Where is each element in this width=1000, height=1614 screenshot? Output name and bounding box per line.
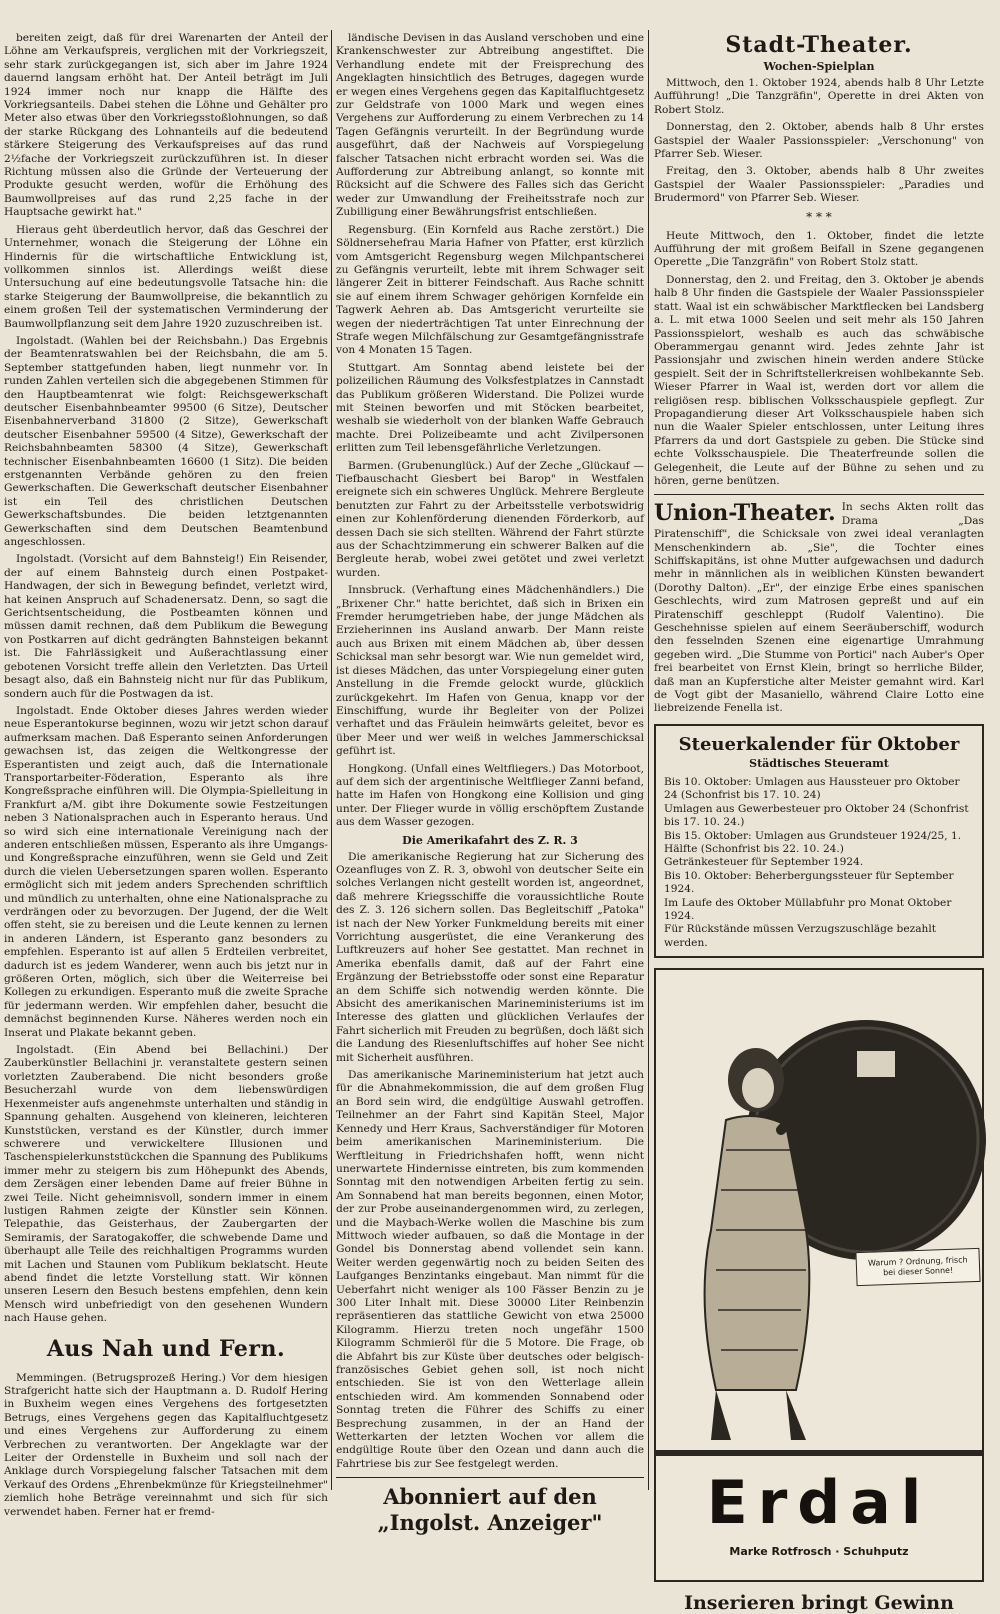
union-theater-text: In sechs Akten rollt das Drama „Das Piratenschiff", die Schicksale von zwei ideal veranlagten Menschenkindern ab. „Sie", die Tochter eines Schiffskapitäns, ist ohne Mutter aufgewachsen und dadurch mehr in männlichen als in weiblichen Künsten bewandert (Dorothy Dalton). „Er", der einzige Erbe eines spanischen Geschlechts, wird zum Matrosen gepreßt und auf ein Piratenschiff geschleppt (Rudolf Valentino). Die Geschehnisse spielen auf einem Seeräuberschiff, wodurch den fesselnden Szenen eine eigenartige Umrahmung gegeben wird. „Die Stumme von Portici" nach Auber's Oper frei bearbeitet von Ernst Klein, bringt so herrliche Bilder, daß man an Kupferstiche alter Meister gemahnt wird. Karl de Vogt gibt der Masaniello, während Claire Lotto eine liebreizende Fenella ist. bbox=[654, 501, 984, 715]
tax-entry: Getränkesteuer für September 1924. bbox=[664, 856, 864, 869]
article-paragraph: ländische Devisen in das Ausland verschoben und eine Krankenschwester zur Abtreibung angestiftet. Die Verhandlung endete mit der Freisprechung des Angeklagten hinsichtlich des Betruges, dagegen wurde er wegen eines Vergehens gegen das Kapitalfluchtgesetz zur Geldstrafe von 1000 Mark und wegen eines Vergehens zur Aufforderung zu einem Verbrechen zu 14 Tagen Gefängnis verurteilt. In der Begründung wurde ausgeführt, daß der Nachweis auf Vorspiegelung falscher Tatsachen nicht erbracht worden sei. Was die Aufforderung zur Abtreibung anlangt, so konnte mit Rücksicht auf die Schwere des Falles sich das Gericht weder zur Umwandlung der Freiheitsstrafe noch zur Zubilligung einer Bewährungsfrist entschließen. bbox=[336, 32, 644, 219]
column-rule bbox=[648, 30, 649, 1490]
erdal-advertisement bbox=[654, 968, 984, 1582]
theater-title: Stadt-Theater. bbox=[725, 32, 913, 58]
article-paragraph: Ingolstadt. (Vorsicht auf dem Bahnsteig!) Ein Reisender, der auf einem Bahnsteig durch einen Postpaket-Handwagen, der sich in Bewegung befindet, verletzt wird, hat keinen Anspruch auf Schadenersatz. Denn, so sagt die Gerichtsentscheidung, die Postbeamten können und müssen damit rechnen, daß dem Publikum die Bewegung von Postkarren auf dicht gedrängten Bahnsteigen bekannt ist. Die Fahrlässigkeit und Außerachtlassung einer gebotenen Vorsicht treffe allein den Verletzten. Das Urteil besagt also, daß ein Bahnsteig nicht nur für das Publikum, sondern auch für die Postwagen da ist. bbox=[4, 553, 328, 700]
subscription-promo bbox=[336, 1477, 644, 1536]
advertising-slogan: Inserieren bringt Gewinn bbox=[684, 1592, 954, 1614]
article-paragraph: bereiten zeigt, daß für drei Warenarten der Anteil der Löhne am Verkaufspreis, verglichen mit der Vorkriegszeit, sehr stark zurückgegangen ist, sich aber im Jahre 1924 dauernd langsam erhöht hat. Der Anteil beträgt im Juli 1924 immer noch nur knapp die Hälfte des Vorkriegsanteils. Dabei stehen die Löhne und Gehälter pro Meter also etwas über den Vorkriegsstoßlohnungen, so daß der starke Rückgang des Lohnanteils auf die bedeutend stärkere Steigerung des Verkaufspreises auf das rund 2½fache der Vorkriegszeit zurückzuführen ist. In dieser Richtung müssen also die Gründe der Verteuerung der Produkte gesucht werden, wofür die Erhöhung des Baumwollpreises auf das rund 2,25 fache in der Hauptsache gewirkt hat." bbox=[4, 32, 328, 219]
article-paragraph: Regensburg. (Ein Kornfeld aus Rache zerstört.) Die Söldnersehefrau Maria Hafner von Pfatter, erst kürzlich vom Amtsgericht Regensburg wegen Milchpantscherei zu Gefängnis verurteilt, lebte mit ihrem Schwager seit längerer Zeit in bitterer Feindschaft. Aus Rache schnitt sie auf einem ihrem Schwager gehörigen Kornfelde ein Tagwerk Aehren ab. Das Amtsgericht verurteilte sie wegen der niederträchtigen Tat unter Einrechnung der Strafe wegen Milchfälschung zur Gesamtgefängnisstrafe von 4 Monaten 15 Tagen. bbox=[336, 223, 644, 357]
article-paragraph: Die amerikanische Regierung hat zur Sicherung des Ozeanfluges von Z. R. 3, obwohl von deutscher Seite ein solches Verlangen nicht gestellt worden ist, angeordnet, daß mehrere Kriegsschiffe die voraussichtliche Route des Z. 3. 126 sichern sollen. Das Begleitschiff „Patoka" ist nach der New Yorker Funkmeldung bereits mit einer Vorrichtung ausgerüstet, die eine Verankerung des Luftkreuzers auf hoher See gestattet. Man rechnet in Amerika ebenfalls damit, daß auf der Fahrt eine Ergänzung der Betriebsstoffe oder sonst eine Reparatur an dem Schiffe sich notwendig werden könnte. Die Absicht des amerikanischen Marineministeriums ist im Interesse des glatten und glücklichen Verlaufes der Fahrt sicherlich mit Freuden zu begrüßen, doch läßt sich die Landung des Riesenluftschiffes auf hoher See nicht mit Sicherheit ausführen. bbox=[336, 850, 644, 1064]
article-paragraph: Hongkong. (Unfall eines Weltfliegers.) Das Motorboot, auf dem sich der argentinische Weltflieger Zanni befand, hatte im Hafen von Hongkong eine Kollision und ging unter. Der Flieger wurde in völlig erschöpftem Zustande aus dem Wasser gezogen. bbox=[336, 762, 644, 829]
theater-paragraph: Heute Mittwoch, den 1. Oktober, findet die letzte Aufführung der mit großem Beifall in Szene gegangenen Operette „Die Tanzgräfin" von Robert Stolz statt. bbox=[654, 229, 984, 269]
promo-line: Abonniert auf den bbox=[383, 1484, 597, 1510]
theater-subtitle: Wochen-Spielplan bbox=[763, 60, 875, 73]
tax-entry: Umlagen aus Gewerbesteuer pro Oktober 24 (Schonfrist bis 17. 10. 24.) bbox=[664, 802, 969, 829]
tax-entry: Bis 10. Oktober: Umlagen aus Haussteuer pro Oktober 24 (Schonfrist bis 17. 10. 24) bbox=[664, 775, 960, 802]
tax-entry: Bis 10. Oktober: Beherbergungssteuer für September 1924. bbox=[664, 869, 954, 896]
column-rule bbox=[331, 30, 332, 1490]
advertisement-illustration bbox=[656, 970, 982, 1470]
article-paragraph: Ingolstadt. Ende Oktober dieses Jahres werden wieder neue Esperantokurse beginnen, wozu wir jetzt schon darauf aufmerksam machen. Daß Esperanto seinen Anforderungen gewachsen ist, das zeigen die Weltkongresse der Esperantisten und zeigt auch, daß die Internationale Transportarbeiter-Föderation, Esperanto als ihre Kongreßsprache einführen will. Die Olympia-Spielleitung in Frankfurt a/M. gibt ihre Dokumente sowie Festzeitungen neben 3 Nationalsprachen auch in Esperanto heraus. Und so wird sich eine internationale Vereinigung nach der anderen entschließen müssen, Esperanto als ihre Umgangs- und Kongreßsprache einzuführen, wenn sie Geld und Zeit durch die vielen Uebersetzungen sparen wollen. Esperanto ermöglicht sich mit jedem anders Sprechenden schriftlich und mündlich zu unterhalten, ohne eine Nationalsprache zu verdrängen oder zu bevorzugen. Der Jugend, der die Welt offen steht, sie zu bereisen und die Leute kennen zu lernen in anderen Ländern, ist Esperanto ganz besonders zu empfehlen. Esperanto ist auf allen 5 Erdteilen verbreitet, dadurch ist es jedem Wanderer, wenn auch bis jetzt nur in größeren Orten, möglich, sich über die Weiterreise bei Kollegen zu erkundigen. Esperanto muß die zweite Sprache für jedermann werden. Wir empfehlen daher, besucht die demnächst beginnenden Kurse. Näheres werden noch ein Inserat und Plakate bekannt geben. bbox=[4, 704, 328, 1039]
tax-calendar-box bbox=[654, 724, 984, 958]
column-right bbox=[654, 32, 984, 1614]
article-subheading: Die Amerikafahrt des Z. R. 3 bbox=[402, 833, 578, 847]
theater-paragraph: Mittwoch, den 1. Oktober 1924, abends halb 8 Uhr Letzte Aufführung! „Die Tanzgräfin", Operette in drei Akten von Robert Stolz. bbox=[654, 77, 984, 116]
tax-entry: Im Laufe des Oktober Müllabfuhr pro Monat Oktober 1924. bbox=[664, 896, 952, 922]
erdal-logo: Erdal bbox=[706, 1468, 932, 1539]
article-paragraph: Hieraus geht überdeutlich hervor, daß das Geschrei der Unternehmer, wonach die Steigerung der Löhne ein Hindernis für die wirtschaftliche Entwicklung ist, vollkommen sinnlos ist. Allerdings weißt diese Untersuchung auf eine bedeutungsvolle Tatsache hin: die starke Steigerung der Baumwollpreise, die bekanntlich zu einem großen Teil der systematischen Verminderung der Baumwollpflanzung seit dem Jahre 1920 zuzuschreiben ist. bbox=[4, 223, 328, 330]
tax-entry: Bis 15. Oktober: Umlagen aus Grundsteuer 1924/25, 1. Hälfte (Schonfrist bis 22. 10. 24.) bbox=[664, 829, 962, 855]
tax-calendar-subtitle: Städtisches Steueramt bbox=[749, 756, 889, 770]
union-theater-title: Union-Theater. bbox=[654, 500, 836, 527]
theater-paragraph: Donnerstag, den 2. Oktober, abends halb 8 Uhr erstes Gastspiel der Waaler Passionsspieler: „Verschonung" von Pfarrer Seb. Wieser. bbox=[654, 121, 984, 161]
theater-paragraph: Freitag, den 3. Oktober, abends halb 8 Uhr zweites Gastspiel der Waaler Passionsspieler: „Paradies und Brudermord" von Pfarrer Seb. Wieser. bbox=[654, 165, 984, 205]
article-paragraph: Stuttgart. Am Sonntag abend leistete bei der polizeilichen Räumung des Volksfestplatzes in Cannstadt das Publikum größeren Widerstand. Die Polizei wurde mit Steinen beworfen und mit Stöcken bearbeitet, weshalb sie wiederholt von der blanken Waffe Gebrauch machte. Drei Polizeibeamte und acht Zivilpersonen erlitten zum Teil lebensgefährliche Verletzungen. bbox=[336, 361, 644, 455]
article-paragraph: Das amerikanische Marineministerium hat jetzt auch für die Abnahmekommission, die auf dem großen Flug an Bord sein wird, die endgültige Auswahl getroffen. Teilnehmer an der Fahrt sind Kapitän Steel, Major Kennedy und Herr Kraus, Sachverständiger für Motoren beim amerikanischen Marineministerium. Die Werftleitung in Friedrichshafen hofft, wenn nicht unerwartete Hindernisse eintreten, bis zum kommenden Sonntag mit den notwendigen Arbeiten fertig zu sein. Am Sonnabend hat man bereits begonnen, einen Motor, der zur Probe auseinandergenommen wird, zu zerlegen, und die Maybach-Werke wollen die Maschine bis zum Mittwoch wieder aufbauen, so daß die Montage in der Gondel bis Donnerstag abend vollendet sein kann. Weiter werden gegenwärtig noch zu beiden Seiten des Laufganges Benzintanks eingebaut. Man nimmt für die Ueberfahrt nicht weniger als 100 Fässer Benzin zu je 300 Liter Inhalt mit. Diese 30000 Liter Reinbenzin repräsentieren das stattliche Gewicht von etwa 25000 Kilogramm. Hierzu treten noch ungefähr 1500 Kilogramm Schmieröl für die 5 Motore. Die Frage, ob die Abfahrt bis zur Küste über deutsches oder belgisch-französisches Gebiet gehen soll, ist noch nicht entschieden. Sie ist von den Wetterlage allein entschieden wird. Am kommenden Sonnabend oder Sonntag treten die Führer des Schiffs zu einer Besprechung zusammen, in der an Hand der Wetterkarten der letzten Wochen vor allem die endgültige Route über den Ozean und dann auch die Fahrtriese bis zur See festgelegt werden. bbox=[336, 1069, 644, 1470]
column-middle bbox=[336, 32, 644, 1536]
tax-entry: Für Rückstände müssen Verzugszuschläge bezahlt werden. bbox=[664, 923, 936, 949]
advertisement-sign: Warum ? Ordnung, frisch bei dieser Sonne! bbox=[855, 1248, 980, 1286]
section-heading: Aus Nah und Fern. bbox=[46, 1335, 286, 1362]
divider-stars: * * * bbox=[806, 209, 832, 224]
article-paragraph: Innsbruck. (Verhaftung eines Mädchenhändlers.) Die „Brixener Chr." hatte berichtet, daß sich in Brixen ein Fremder herumgetrieben habe, der junge Mädchen als Erzieherinnen ins Ausland anwarb. Der Mann reiste auch aus Brixen mit einem Mädchen ab, über dessen Schicksal man sehr besorgt war. Wie nun gemeldet wird, ist dieses Mädchen, das unter Vorspiegelung einer guten Anstellung in die Fremde gelockt wurde, glücklich zurückgekehrt. Im Hafen von Genua, knapp vor der Einschiffung, wurde ihr Begleiter von der Polizei verhaftet und das Fräulein heimwärts geleitet, bevor es über Meer und wer weiß in welches Jammerschicksal geführt ist. bbox=[336, 584, 644, 758]
tax-calendar-title: Steuerkalender für Oktober bbox=[678, 733, 960, 755]
union-theater-block bbox=[654, 501, 984, 716]
column-left bbox=[4, 32, 328, 1518]
article-paragraph: Ingolstadt. (Wahlen bei der Reichsbahn.) Das Ergebnis der Beamtenratswahlen bei der Reichsbahn, die am 5. September stattgefunden haben, liegt nunmehr vor. In runden Zahlen verteilen sich die abgegebenen Stimmen für den Hauptbeamtenrat wie folgt: Reichsgewerkschaft deutscher Eisenbahnbeamter 99500 (6 Sitze), Deutscher Eisenbahnerverband 31800 (2 Sitze), Gewerkschaft deutscher Eisenbahner 59500 (4 Sitze), Gewerkschaft der Reichsbahnbeamten 58300 (4 Sitze), Gewerkschaft technischer Eisenbahnbeamten 16600 (1 Sitz). Die beiden erstgenannten Verbände gehören zu den freien Gewerkschaften. Die Gewerkschaft deutscher Eisenbahner ist ein Teil des christlichen Deutschen Gewerkschaftsbundes. Die beiden letztgenannten Gewerkschaften sind dem Deutschen Beamtenbund angeschlossen. bbox=[4, 334, 328, 549]
advertisement-maker: Marke Rotfrosch · Schuhputz bbox=[729, 1545, 909, 1559]
article-paragraph: Barmen. (Grubenunglück.) Auf der Zeche „Glückauf — Tiefbauschacht Giesbert bei Barop" in Westfalen ereignete sich ein schweres Unglück. Mehrere Bergleute benutzten zur Fahrt zu der Arbeitsstelle verbotswidrig einen zur Kohlenförderung dienenden Förderkorb, auf dessen Dach sie sich stellten. Während der Fahrt stürzte aus der Schachtzimmerung ein schwerer Balken auf die Bergleute herab, wobei zwei getötet und zwei verletzt wurden. bbox=[336, 459, 644, 579]
divider bbox=[654, 494, 984, 495]
article-paragraph: Ingolstadt. (Ein Abend bei Bellachini.) Der Zauberkünstler Bellachini jr. veranstaltete gestern seinen vorletzten Zauberabend. Die nicht besonders große Besucherzahl wurde von dem liebenswürdigen Hexenmeister aufs angenehmste unterhalten und ständig in Spannung gehalten. Ausgehend von kleineren, leichteren Kunststücken, verstand es der Künstler, durch immer schwerere und verwickeltere Illusionen und Taschenspielerkunststückchen die Spannung des Publikums immer mehr zu steigern bis zum Höhepunkt des Abends, dem Zersägen einer lebenden Dame auf freier Bühne in zwei Teile. Nicht geheimnisvoll, sondern immer in einem lustigen Rahmen zeigte der Künstler sein Können. Telepathie, das Geisterhaus, der Zaubergarten der Semiramis, der Saratogakoffer, die schwebende Dame und überhaupt alle Teile des reichhaltigen Programms wurden mit Lachen und Staunen vom Publikum beklatscht. Heute abend findet die letzte Vorstellung statt. Wir können unseren Lesern den Besuch bestens empfehlen, denn kein Mensch wird unbefriedigt von den gesehenen Wundern nach Hause gehen. bbox=[4, 1044, 328, 1325]
article-paragraph: Memmingen. (Betrugsprozeß Hering.) Vor dem hiesigen Strafgericht hatte sich der Hauptmann a. D. Rudolf Hering in Buxheim wegen eines Vergehens des fortgesetzten Betrugs, eines Vergehens gegen das Kapitalfluchtgesetz und eines Vergehens zur Aufforderung zu einem Verbrechen zu verantworten. Der Angeklagte war der Leiter der Ordenstelle in Buxheim und soll nach der Anklage durch Vorspiegelung falscher Tatsachen mit dem Verkauf des Ordens „Ehrenbekmünze für Kriegsteilnehmer" ziemlich hohe Beträge vereinnahmt und sich für sich verwendet haben. Ferner hat er fremd- bbox=[4, 1371, 328, 1518]
theater-paragraph: Donnerstag, den 2. und Freitag, den 3. Oktober je abends halb 8 Uhr finden die Gastspiele der Waaler Passionsspieler statt. Waal ist ein schwäbischer Marktflecken bei Landsberg a. L. mit etwa 1000 Seelen und seit mehr als 150 Jahren Passionsspielort, weshalb es auch das schwäbische Oberammergau genannt wird. Jedes zehnte Jahr ist Passionsjahr und zwischen hinein werden andere Stücke gespielt. Seit der in Schriftstellerkreisen wohlbekannte Seb. Wieser Pfarrer in Waal ist, werden dort vor allem die religiösen resp. biblischen Volksschauspiele gepflegt. Zur Propagandierung dieser Art Volksschauspiele haben sich nun die Waaler Spieler entschlossen, unter Leitung ihres Pfarrers da und dort Gastspiele zu geben. Die Stücke sind echte Volksschauspiele. Die Theaterfreunde sollen die Gelegenheit, die Leute auf der Bühne zu sehen und zu hören, gerne benützen. bbox=[654, 273, 984, 487]
promo-line: „Ingolst. Anzeiger" bbox=[377, 1510, 603, 1536]
